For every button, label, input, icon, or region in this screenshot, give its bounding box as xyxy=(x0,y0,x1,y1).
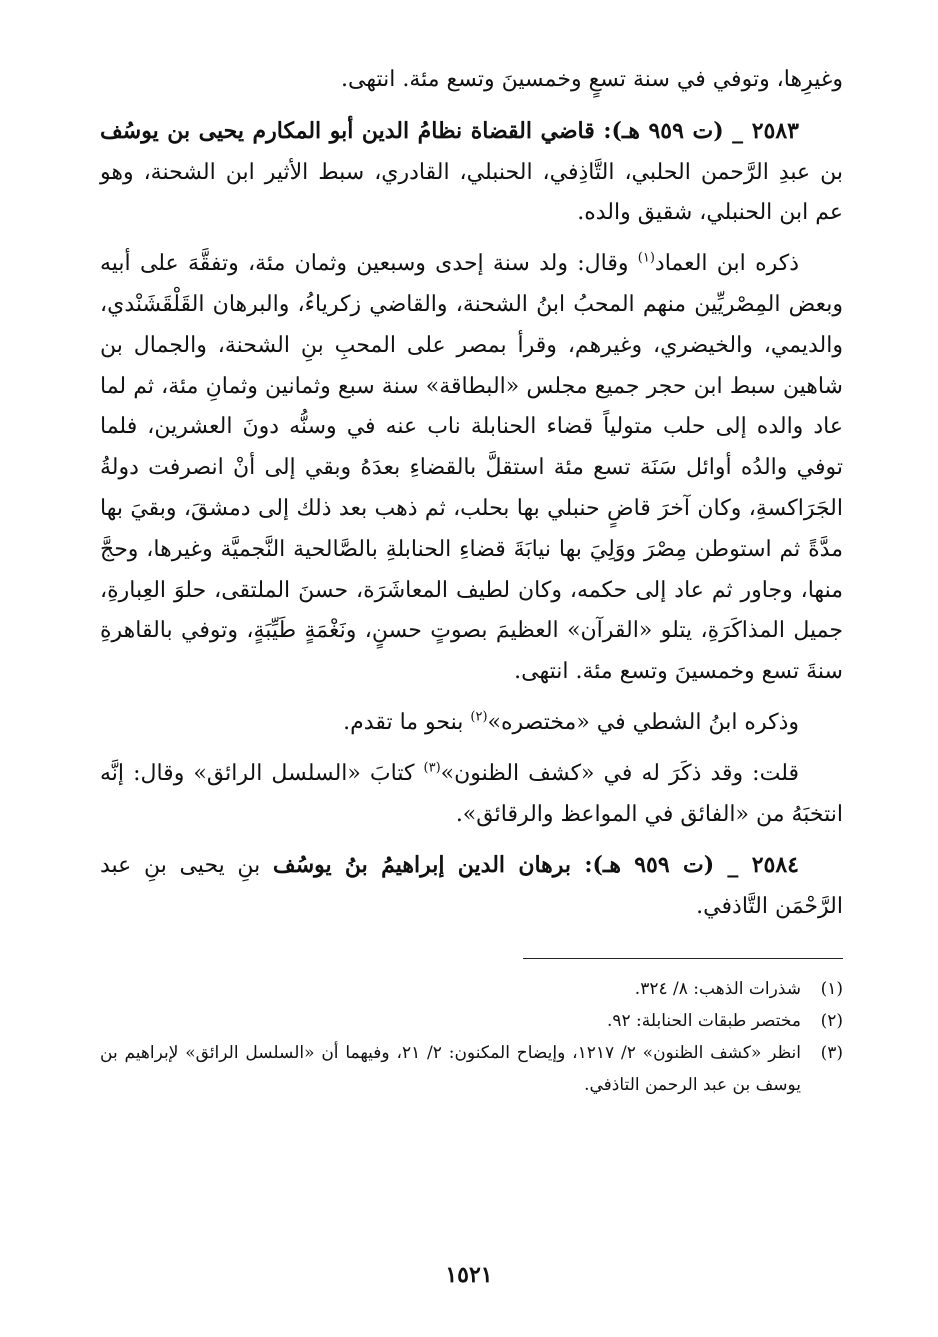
text-segment: ذكره ابن العماد xyxy=(654,251,799,277)
text-segment: بن عبدِ الرَّحمن الحلبي، التَّاذِفي، الحنبلي، القادري، سبط الأثير ابن الشحنة، وهو عم ابن الحنبلي، شقيق والده. xyxy=(100,159,843,226)
paragraph xyxy=(100,845,843,928)
entry-heading: ٢٥٨٤ _ (ت ٩٥٩ هـ): برهان الدين إبراهيمُ بنُ يوسُف xyxy=(272,852,799,879)
footnote-text: انظر «كشف الظنون» ٢/ ١٢١٧، وإيضاح المكنون: ٢/ ٢١، وفيهما أن «السلسل الرائق» لإبراهيم بن يوسف بن عبد الرحمن التاذفي. xyxy=(100,1042,801,1095)
main-text xyxy=(100,60,843,928)
text-segment: بنِ يحيى بنِ عبد الرَّحْمَن التَّاذفي. xyxy=(100,853,843,920)
paragraph xyxy=(100,60,843,101)
footnote-item xyxy=(100,1005,843,1037)
text-segment: وذكره ابنُ الشطي في «مختصره» xyxy=(487,709,799,735)
footnote-reference: (٢) xyxy=(470,709,488,725)
footnote-separator xyxy=(523,958,843,959)
footnote-item xyxy=(100,973,843,1005)
page-number: ١٥٢١ xyxy=(445,1262,493,1288)
text-segment: بنحو ما تقدم. xyxy=(343,709,471,735)
footnotes xyxy=(100,973,843,1101)
entry-heading: ٢٥٨٣ _ (ت ٩٥٩ هـ): قاضي القضاة نظامُ الدين أبو المكارم يحيى بن يوسُف xyxy=(100,117,799,144)
text-segment: وغيرِها، وتوفي في سنة تسعٍ وخمسينَ وتسع مئة. انتهى. xyxy=(341,67,843,92)
paragraph xyxy=(100,111,843,234)
footnote-number: (٣) xyxy=(820,1042,843,1063)
paragraph xyxy=(100,703,843,744)
text-segment: وقال: ولد سنة إحدى وسبعين وثمان مئة، وتفقَّهَ على أبيه وبعض المِصْريِّين منهم المحبُ ابنُ الشحنة، والقاضي زكرياءُ، والبرهان القَلْقَشَنْدي، والديمي، والخيضري، وغيرهم، وقرأ بمصر على المحبِ بنِ الشحنة، والجمال بن شاهين سبط ابن حجر جميع مجلس «البطاقة» سنة سبع وثمانين وثمانِ مئة، ثم لما عاد والده إلى حلب متولياً قضاء الحنابلة ناب عنه في وسنُّه دونَ العشرين، فلما توفي والدُه أوائل سَنَة تسع مئة استقلَّ بالقضاءِ بعدَهُ وبقي إلى أنْ انصرفت دولةُ الجَرَاكسةِ، وكان آخرَ قاضٍ حنبلي بها بحلب، ثم ذهب بعد ذلك إلى دمشقَ، وبقيَ بها مدَّةً ثم استوطن مِصْرَ ووَلِيَ بها نيابَةَ قضاءِ الحنابلةِ بالصَّالحية النَّجميَّة وغيرها، وحجَّ منها، وجاور ثم عاد إلى حكمه، وكان لطيف المعاشَرَة، حسنَ الملتقى، حلوَ العِبارةِ، جميل المذاكَرَةِ، يتلو «القرآن» العظيمَ بصوتٍ حسنٍ، ونَغْمَةٍ طَيِّبَةٍ، وتوفي بالقاهرةِ سنةَ تسع وخمسينَ وتسع مئة. انتهى. xyxy=(100,251,843,685)
footnote-item xyxy=(100,1037,843,1101)
footnote-number: (١) xyxy=(820,978,843,999)
footnote-reference: (١) xyxy=(637,250,655,266)
footnote-reference: (٣) xyxy=(423,760,441,776)
text-segment: كتابَ «السلسل الرائق» وقال: إنَّه انتخبَهُ من «الفائق في المواعظ والرقائق». xyxy=(100,760,843,827)
footnote-text: شذرات الذهب: ٨/ ٣٢٤. xyxy=(634,978,801,999)
footnote-number: (٢) xyxy=(820,1010,843,1031)
paragraph xyxy=(100,754,843,836)
text-segment: قلت: وقد ذكَرَ له في «كشف الظنون» xyxy=(440,760,799,786)
footnote-separator-wrap xyxy=(100,938,843,973)
paragraph xyxy=(100,244,843,693)
footnote-text: مختصر طبقات الحنابلة: ٩٢. xyxy=(606,1010,801,1031)
